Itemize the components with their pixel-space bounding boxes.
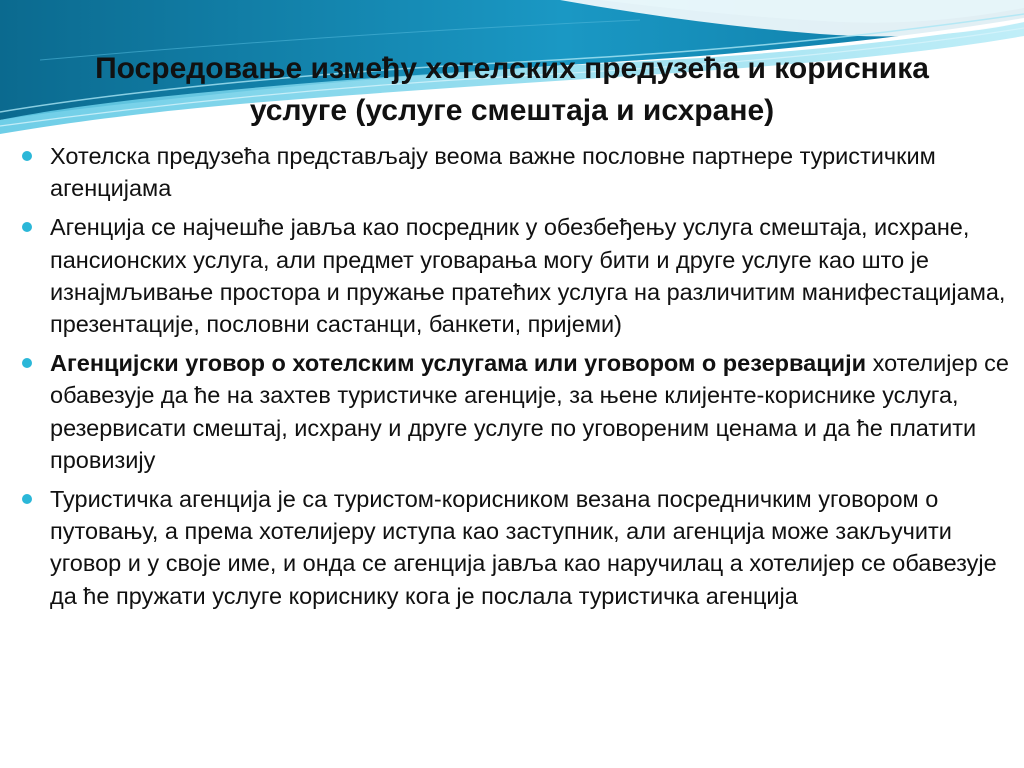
slide-title-line-1: Посредовање између хотелских предузећа и корисника [95, 52, 929, 85]
bullet-item-1 [22, 140, 1012, 204]
bullet-item-3 [22, 347, 1012, 476]
slide-title [20, 48, 1004, 132]
bullet-dot-icon [22, 151, 32, 161]
bullet-text: хотелијер се обавезује да ће на захтев туристичке агенције, за њене клијенте-кориснике услуга, резервисати смештај, исхрану и друге услуге по уговореним ценама и да ће платити провизију [50, 350, 1009, 473]
bullet-list [22, 140, 1012, 619]
bullet-dot-icon [22, 358, 32, 368]
bullet-text: Агенција се најчешће јавља као посредник у обезбеђењу услуга смештаја, исхране, пансионских услуга, али предмет уговарања могу бити и друге услуге као што је изнајмљивање простора и пружање пратећих услуга на различитим манифестацијама, презентације, пословни састанци, банкети, пријеми) [50, 214, 1006, 338]
bullet-bold-lead: Агенцијски уговор о хотелским услугама или уговором о резервацији [50, 350, 867, 377]
bullet-text: Туристичка агенција је са туристом-корисником везана посредничким уговором о путовању, а према хотелијеру иступа као заступник, али агенција може закључити уговор и у своје име, и онда се агенција јавља као наручилац а хотелијер се обавезује да ће пружати услуге кориснику кога је послала туристичка агенција [50, 486, 997, 609]
bullet-item-4 [22, 483, 1012, 612]
bullet-text: Хотелска предузећа представљају веома важне пословне партнере туристичким агенцијама [50, 143, 936, 202]
slide-title-line-2: услуге (услуге смештаја и исхране) [249, 94, 775, 127]
bullet-item-2 [22, 211, 1012, 340]
bullet-dot-icon [22, 494, 32, 504]
bullet-dot-icon [22, 222, 32, 232]
